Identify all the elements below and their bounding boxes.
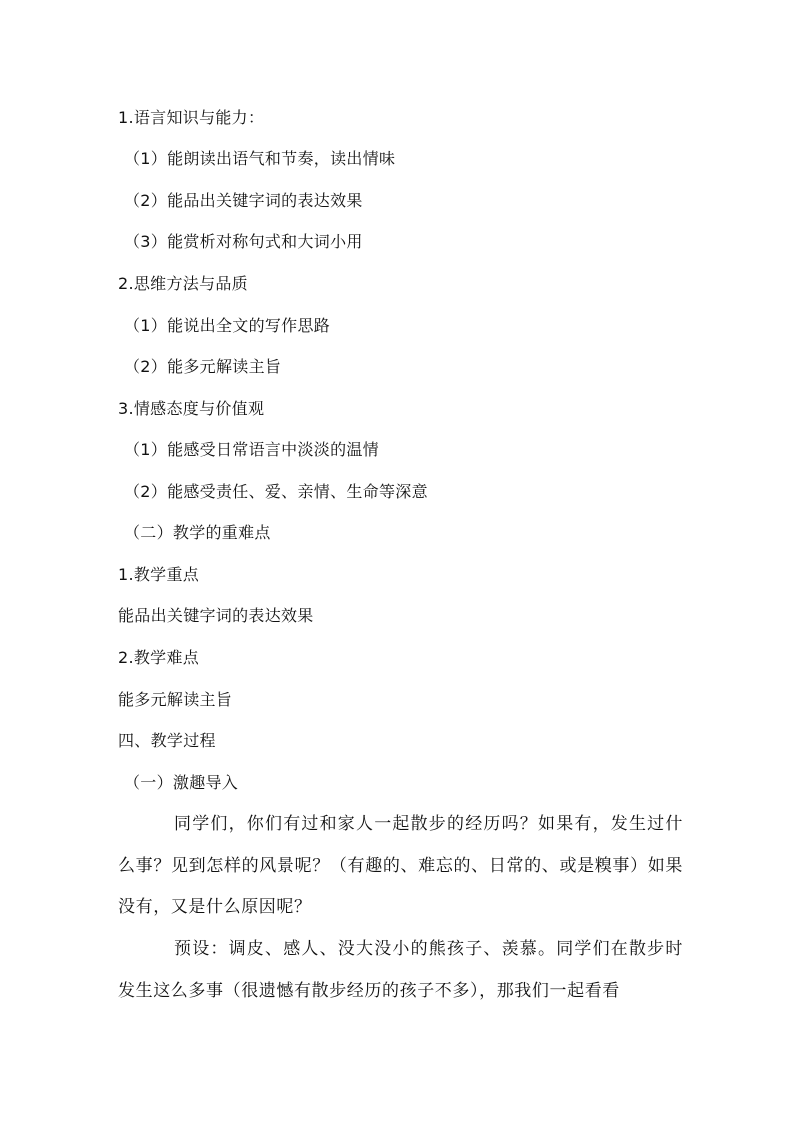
objective-item: （2）能多元解读主旨	[124, 357, 282, 376]
objective-heading-thinking: 2.思维方法与品质	[118, 274, 248, 293]
section-heading-process: 四、教学过程	[118, 731, 216, 750]
objective-item: （3）能赏析对称句式和大词小用	[124, 232, 363, 251]
body-paragraph-question: 同学们，你们有过和家人一起散步的经历吗？如果有，发生过什么事？见到怎样的风景呢？（有趣的、难忘的、日常的、或是糗事）如果没有，又是什么原因呢？	[118, 814, 683, 917]
objective-heading-language: 1.语言知识与能力：	[118, 108, 265, 127]
objective-item: （1）能朗读出语气和节奏，读出情味	[124, 149, 396, 168]
body-paragraph-preset: 预设：调皮、感人、没大没小的熊孩子、羡慕。同学们在散步时发生这么多事（很遗憾有散步经历的孩子不多），那我们一起看看	[118, 939, 683, 1001]
subheading-key-point: 1.教学重点	[118, 565, 200, 584]
objective-item: （1）能说出全文的写作思路	[124, 316, 331, 335]
section-heading-key-points: （二）教学的重难点	[124, 523, 271, 542]
key-point-text: 能品出关键字词的表达效果	[118, 606, 314, 625]
subheading-introduction: （一）激趣导入	[124, 773, 239, 792]
difficult-point-text: 能多元解读主旨	[118, 690, 233, 709]
objective-item: （2）能品出关键字词的表达效果	[124, 191, 363, 210]
objective-item: （2）能感受责任、爱、亲情、生命等深意	[124, 482, 428, 501]
objective-item: （1）能感受日常语言中淡淡的温情	[124, 440, 379, 459]
subheading-difficult-point: 2.教学难点	[118, 648, 200, 667]
objective-heading-emotion: 3.情感态度与价值观	[118, 399, 265, 418]
